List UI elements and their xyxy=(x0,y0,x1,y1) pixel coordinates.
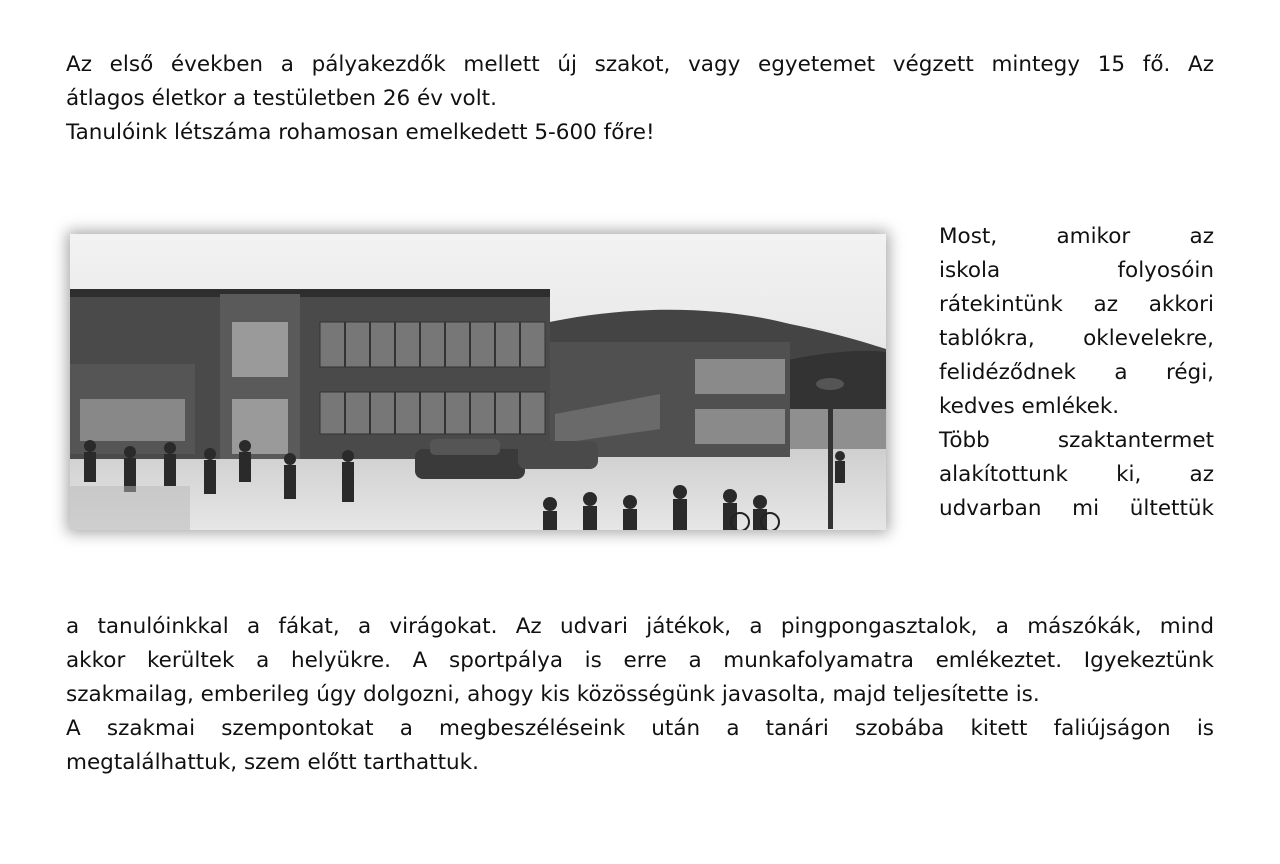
photo-illustration xyxy=(70,234,886,530)
side-line-5: felidéződnek a régi, xyxy=(939,360,1214,385)
side-line-4: tablókra, oklevelekre, xyxy=(939,326,1214,351)
intro-line-2: átlagos életkor a testületben 26 év volt. xyxy=(66,86,497,111)
body-line-4: A szakmai szempontokat a megbeszéléseink után a tanári szobába kitett faliújságon is xyxy=(66,716,1214,741)
side-line-9: udvarban mi ültettük xyxy=(939,496,1214,521)
body-line-5: megtalálhattuk, szem előtt tarthattuk. xyxy=(66,750,479,775)
intro-line-1: Az első években a pályakezdők mellett új szakot, vagy egyetemet végzett mintegy 15 fő. Az xyxy=(66,52,1214,77)
intro-line-3: Tanulóink létszáma rohamosan emelkedett 5-600 főre! xyxy=(66,120,655,145)
body-line-3: szakmailag, emberileg úgy dolgozni, ahogy kis közösségünk javasolta, majd teljesítette is. xyxy=(66,682,1040,707)
side-line-7: Több szaktantermet xyxy=(939,428,1214,453)
side-line-6: kedves emlékek. xyxy=(939,394,1120,419)
side-line-8: alakítottunk ki, az xyxy=(939,462,1214,487)
body-paragraph xyxy=(66,610,1214,780)
body-line-1: a tanulóinkkal a fákat, a virágokat. Az udvari játékok, a pingpongasztalok, a mászókák, mind xyxy=(66,614,1214,639)
side-paragraph xyxy=(939,220,1214,526)
intro-paragraph xyxy=(66,48,1214,150)
body-line-2: akkor kerültek a helyükre. A sportpálya is erre a munkafolyamatra emlékeztet. Igyekeztünk xyxy=(66,648,1214,673)
school-building-photo xyxy=(70,234,886,530)
side-line-3: rátekintünk az akkori xyxy=(939,292,1214,317)
side-line-1: Most, amikor az xyxy=(939,224,1214,249)
side-line-2: iskola folyosóin xyxy=(939,258,1214,283)
